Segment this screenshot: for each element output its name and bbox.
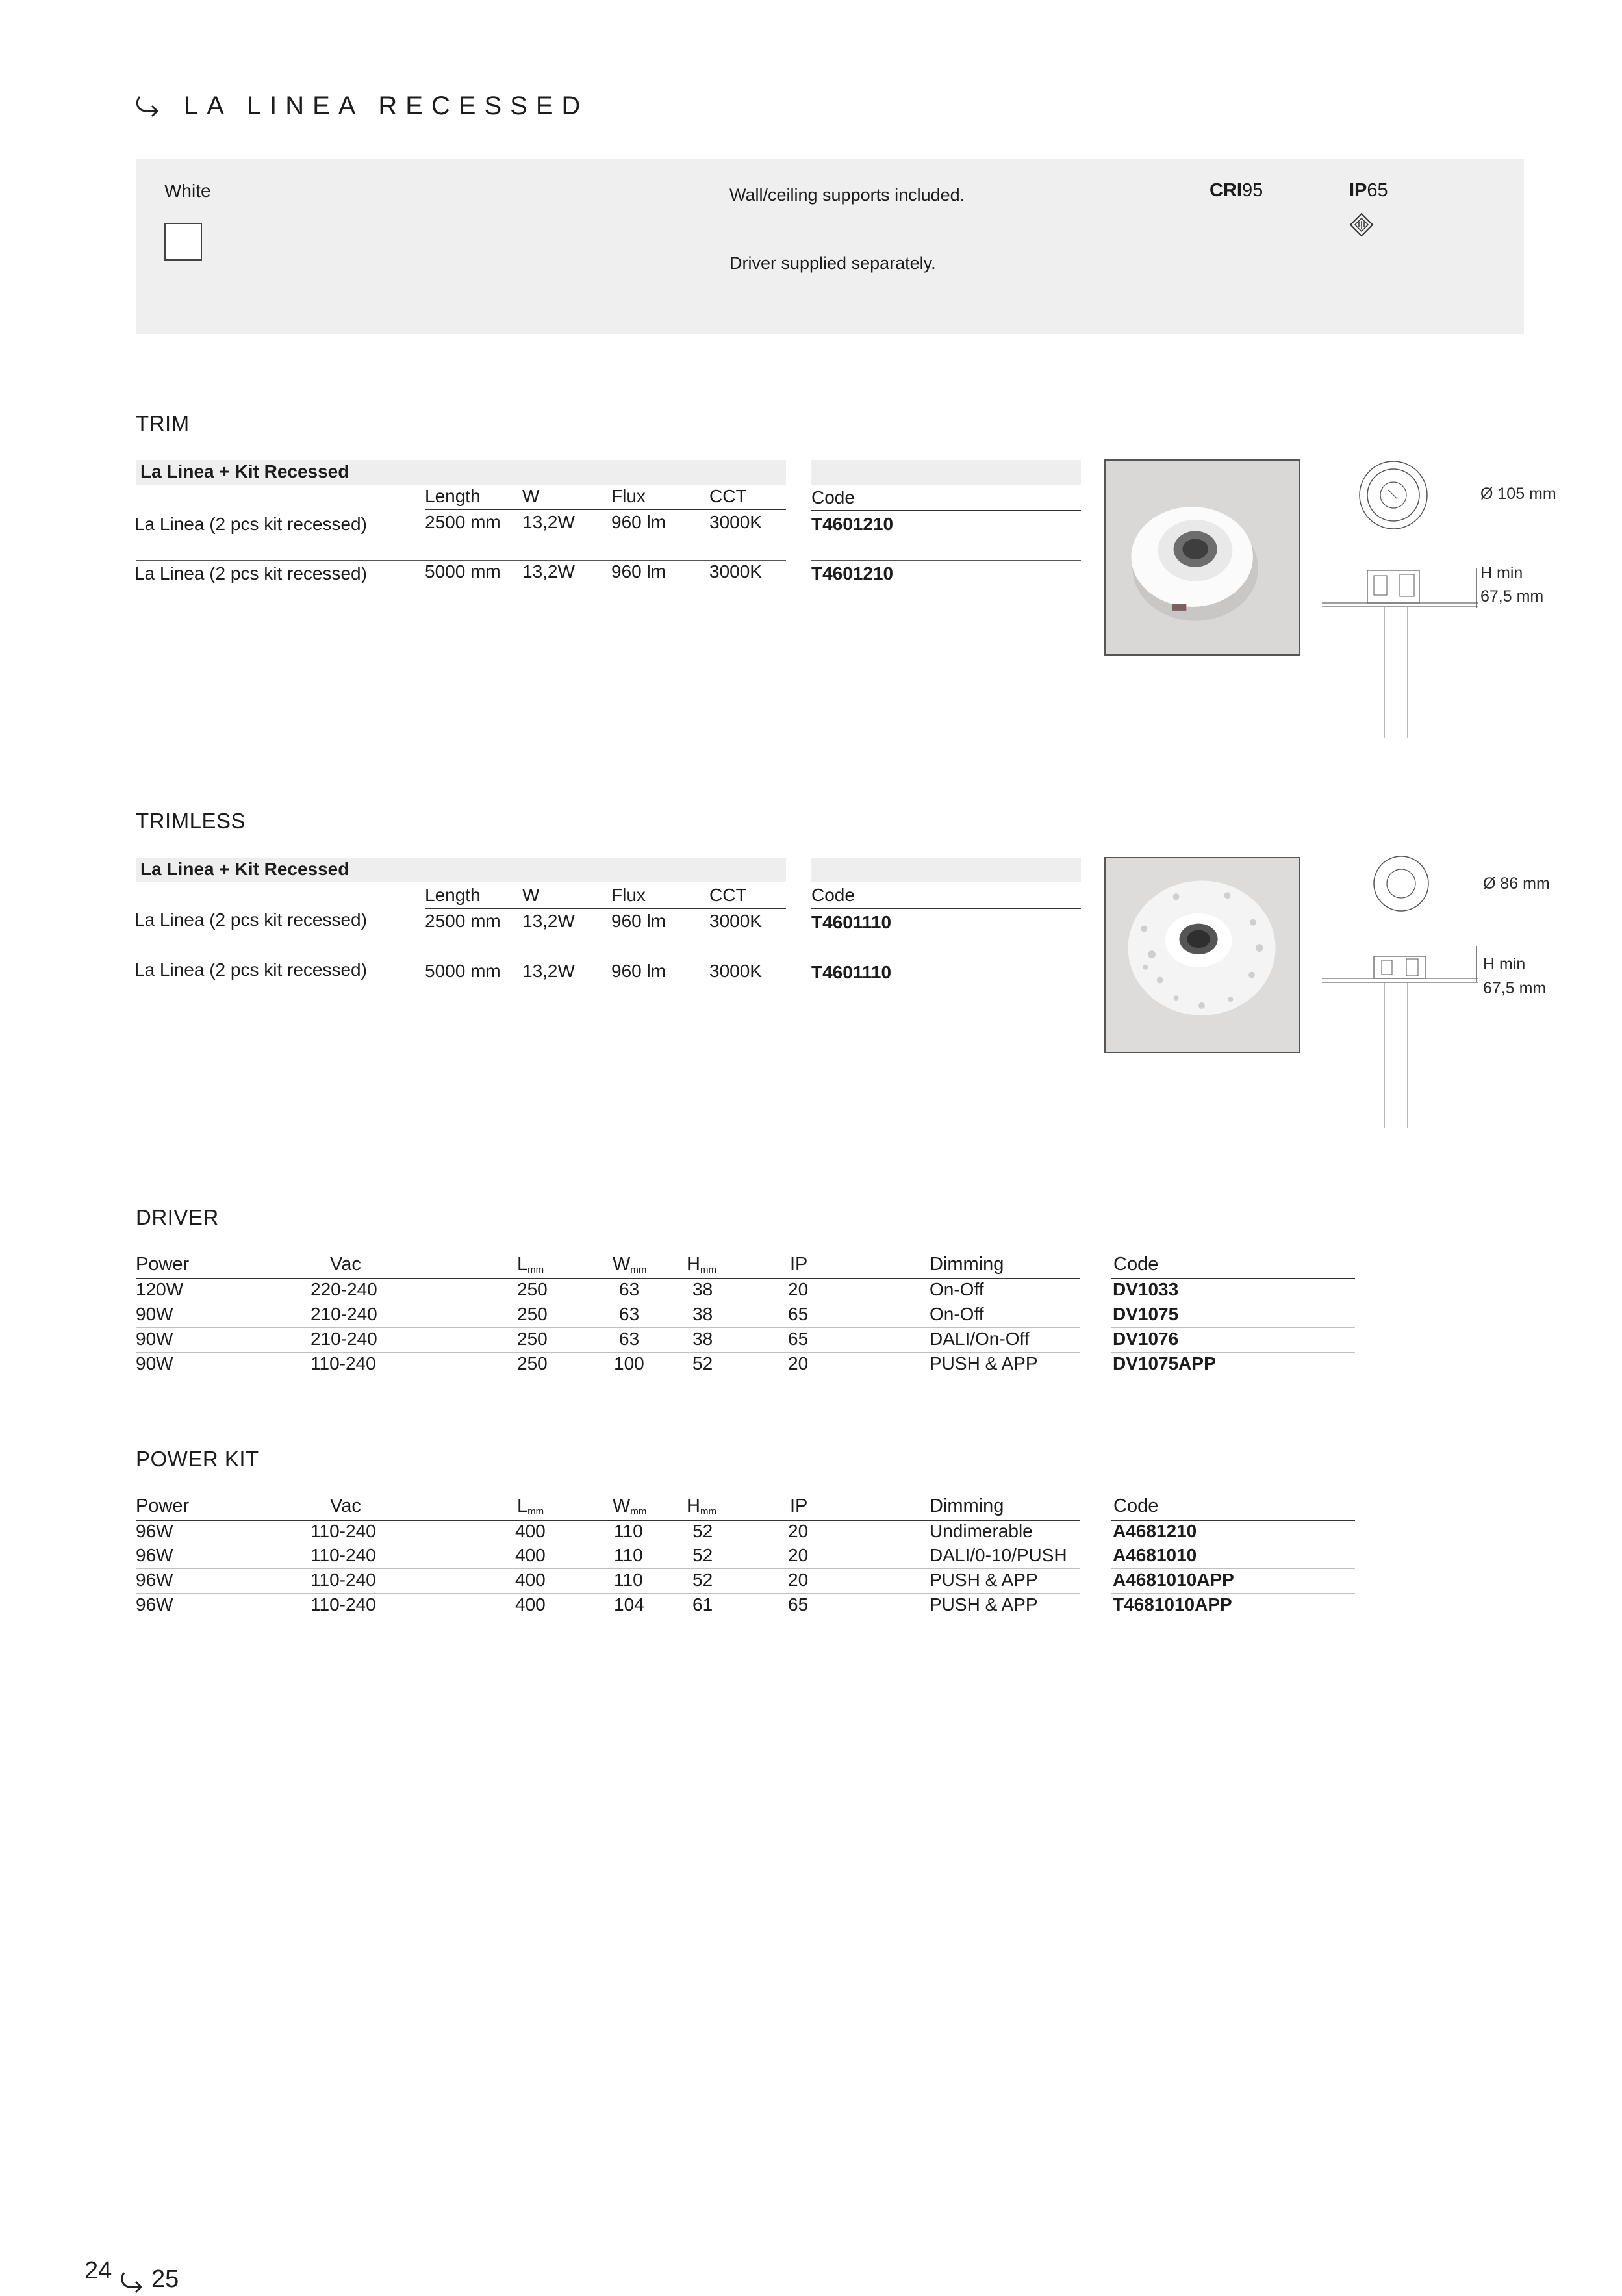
trim-product-photo xyxy=(1104,459,1300,656)
driver-row-1-dimming: On-Off xyxy=(930,1279,984,1299)
trim-header-flux: Flux xyxy=(611,486,646,506)
trimless-h-label: H min xyxy=(1483,955,1526,973)
driver-row-4-power: 90W xyxy=(136,1353,173,1373)
trimless-row-1-name: La Linea (2 pcs kit recessed) xyxy=(134,910,367,930)
trimless-group-label: La Linea + Kit Recessed xyxy=(140,859,349,879)
driver-row-1-h: 38 xyxy=(692,1279,713,1299)
powerkit-row-1-code: A4681210 xyxy=(1113,1521,1197,1541)
trimless-dimension-diagram xyxy=(1322,852,1478,1128)
powerkit-header-l-unit: mm xyxy=(527,1506,544,1517)
driver-row-2-ip: 65 xyxy=(788,1304,809,1324)
driver-row-3-power: 90W xyxy=(136,1329,173,1349)
powerkit-row-4-code: T4681010APP xyxy=(1113,1594,1232,1614)
powerkit-row-2-h: 52 xyxy=(692,1545,713,1565)
trim-header-rule xyxy=(425,509,786,510)
trimless-row-1-cct: 3000K xyxy=(709,911,762,931)
driver-row-4-code: DV1075APP xyxy=(1113,1353,1216,1373)
powerkit-row-1-ip: 20 xyxy=(788,1521,809,1541)
powerkit-header-h-letter: H xyxy=(687,1496,700,1516)
ip-rating xyxy=(1349,180,1388,201)
trim-group-label: La Linea + Kit Recessed xyxy=(140,461,349,481)
driver-row-1-power: 120W xyxy=(136,1279,184,1299)
trimless-header-cct: CCT xyxy=(709,885,747,905)
trimless-header-length: Length xyxy=(425,885,481,905)
driver-row-4-l: 250 xyxy=(517,1353,548,1373)
driver-header-h xyxy=(687,1254,716,1275)
powerkit-header-vac: Vac xyxy=(330,1496,361,1516)
powerkit-row-3-vac: 110-240 xyxy=(310,1570,376,1590)
trimless-header-code: Code xyxy=(811,885,855,905)
powerkit-row-2-power: 96W xyxy=(136,1545,173,1565)
powerkit-row-2-w: 110 xyxy=(614,1545,643,1565)
powerkit-header-power: Power xyxy=(136,1496,190,1516)
driver-row-2-code: DV1075 xyxy=(1113,1304,1179,1324)
trimless-row-2-cct: 3000K xyxy=(709,961,762,981)
trim-row-2-flux: 960 lm xyxy=(611,561,666,581)
driver-row-1-l: 250 xyxy=(517,1279,548,1299)
powerkit-row-3-dimming: PUSH & APP xyxy=(930,1570,1038,1590)
driver-header-vac: Vac xyxy=(330,1254,361,1275)
driver-row-2-vac: 210-240 xyxy=(310,1304,377,1324)
trimless-row-2-w: 13,2W xyxy=(522,961,575,981)
page-hook-arrow-icon xyxy=(119,2270,145,2296)
powerkit-row-4-dimming: PUSH & APP xyxy=(930,1594,1038,1614)
driver-header-l-unit: mm xyxy=(527,1264,544,1275)
trimless-row-2-flux: 960 lm xyxy=(611,961,666,981)
driver-row-3-rule xyxy=(136,1352,1080,1353)
powerkit-row-3-code: A4681010APP xyxy=(1113,1570,1234,1590)
driver-row-4-h: 52 xyxy=(692,1353,713,1373)
trimless-header-rule xyxy=(425,908,786,909)
trim-h-value: 67,5 mm xyxy=(1480,587,1544,606)
driver-header-w-unit: mm xyxy=(630,1264,647,1275)
trim-row-1-w: 13,2W xyxy=(522,512,575,532)
driver-row-4-dimming: PUSH & APP xyxy=(930,1353,1038,1373)
driver-row-2-power: 90W xyxy=(136,1304,173,1324)
driver-header-w-letter: W xyxy=(613,1254,631,1275)
driver-row-2-l: 250 xyxy=(517,1304,548,1324)
trim-header-code: Code xyxy=(811,487,855,507)
trim-row-2-length: 5000 mm xyxy=(425,561,501,581)
trimless-header-w: W xyxy=(522,885,540,905)
cri-label: CRI xyxy=(1210,180,1242,201)
driver-row-2-code-rule xyxy=(1111,1327,1355,1328)
trimless-row-2-name: La Linea (2 pcs kit recessed) xyxy=(134,960,367,980)
driver-row-3-vac: 210-240 xyxy=(310,1329,377,1349)
info-note-supports: Wall/ceiling supports included. xyxy=(729,185,965,205)
driver-row-3-code: DV1076 xyxy=(1113,1329,1179,1349)
powerkit-row-4-ip: 65 xyxy=(788,1594,809,1614)
driver-row-2-h: 38 xyxy=(692,1304,713,1324)
trim-code-bar xyxy=(811,460,1081,485)
driver-row-3-h: 38 xyxy=(692,1329,713,1349)
driver-row-3-ip: 65 xyxy=(788,1329,809,1349)
trimless-row-1-w: 13,2W xyxy=(522,911,575,931)
driver-row-2-w: 63 xyxy=(619,1304,640,1324)
powerkit-header-code: Code xyxy=(1113,1496,1159,1516)
driver-header-power: Power xyxy=(136,1254,190,1275)
trimless-row-1-length: 2500 mm xyxy=(425,911,501,931)
trimless-product-photo xyxy=(1104,857,1300,1053)
powerkit-row-4-l: 400 xyxy=(515,1594,546,1614)
driver-header-l-letter: L xyxy=(517,1254,528,1275)
powerkit-row-1-power: 96W xyxy=(136,1521,173,1541)
driver-header-ip: IP xyxy=(790,1254,808,1275)
cri-value: 95 xyxy=(1241,180,1263,201)
driver-row-3-code-rule xyxy=(1111,1352,1355,1353)
trim-header-w: W xyxy=(522,486,540,506)
page-header xyxy=(133,90,589,122)
trim-row-1-length: 2500 mm xyxy=(425,512,501,532)
section-title-driver: DRIVER xyxy=(136,1205,219,1229)
color-swatch-white xyxy=(164,223,202,261)
trim-code-divider xyxy=(811,560,1081,561)
trim-code-rule xyxy=(811,510,1081,511)
powerkit-header-l-letter: L xyxy=(517,1496,528,1516)
driver-row-3-dimming: DALI/On-Off xyxy=(930,1329,1030,1349)
driver-row-4-vac: 110-240 xyxy=(310,1353,376,1373)
trimless-diameter-label: Ø 86 mm xyxy=(1483,874,1550,893)
powerkit-row-1-h: 52 xyxy=(692,1521,713,1541)
driver-header-l xyxy=(517,1254,544,1275)
trimless-row-2-code: T4601110 xyxy=(811,962,892,982)
trim-row-2-code: T4601210 xyxy=(811,563,894,583)
trim-row-1-name: La Linea (2 pcs kit recessed) xyxy=(134,514,367,534)
trim-dimension-diagram xyxy=(1322,459,1478,738)
page-number-left: 24 xyxy=(84,2257,112,2284)
driver-row-4-ip: 20 xyxy=(788,1353,809,1373)
powerkit-row-2-vac: 110-240 xyxy=(310,1545,376,1565)
powerkit-row-1-vac: 110-240 xyxy=(310,1521,376,1541)
powerkit-row-3-l: 400 xyxy=(515,1570,546,1590)
powerkit-row-3-rule xyxy=(136,1593,1080,1594)
powerkit-header-dimming: Dimming xyxy=(930,1496,1004,1516)
section-title-trim: TRIM xyxy=(136,411,190,435)
trimless-row-2-length: 5000 mm xyxy=(425,961,501,981)
powerkit-header-ip: IP xyxy=(790,1496,808,1516)
powerkit-row-3-ip: 20 xyxy=(788,1570,809,1590)
powerkit-row-2-l: 400 xyxy=(515,1545,546,1565)
powerkit-row-3-power: 96W xyxy=(136,1570,173,1590)
trim-row-1-flux: 960 lm xyxy=(611,512,666,532)
powerkit-row-4-vac: 110-240 xyxy=(310,1594,376,1614)
page-number-right: 25 xyxy=(151,2265,179,2293)
powerkit-row-1-l: 400 xyxy=(515,1521,546,1541)
powerkit-row-4-h: 61 xyxy=(692,1594,713,1614)
powerkit-row-3-w: 110 xyxy=(614,1570,643,1590)
driver-row-3-w: 63 xyxy=(619,1329,640,1349)
driver-row-1-w: 63 xyxy=(619,1279,640,1299)
powerkit-row-2-rule xyxy=(136,1568,1080,1569)
powerkit-row-4-w: 104 xyxy=(614,1594,644,1614)
powerkit-header-w xyxy=(613,1496,646,1517)
powerkit-row-2-dimming: DALI/0-10/PUSH xyxy=(930,1545,1067,1565)
trimless-code-rule xyxy=(811,908,1081,909)
trimless-code-bar xyxy=(811,858,1081,882)
driver-row-2-dimming: On-Off xyxy=(930,1304,984,1324)
powerkit-header-h-unit: mm xyxy=(700,1506,716,1517)
page-title: LA LINEA RECESSED xyxy=(184,91,589,120)
powerkit-row-1-dimming: Undimerable xyxy=(930,1521,1033,1541)
powerkit-row-1-w: 110 xyxy=(614,1521,643,1541)
powerkit-header-w-letter: W xyxy=(613,1496,631,1516)
cri-rating xyxy=(1210,180,1263,201)
trim-row-1-code: T4601210 xyxy=(811,514,894,534)
powerkit-row-3-code-rule xyxy=(1111,1593,1355,1594)
driver-header-code: Code xyxy=(1113,1254,1159,1275)
trim-diameter-label: Ø 105 mm xyxy=(1480,485,1556,503)
driver-row-4-w: 100 xyxy=(614,1353,644,1373)
powerkit-row-2-code-rule xyxy=(1111,1568,1355,1569)
section-title-power-kit: POWER KIT xyxy=(136,1447,259,1471)
driver-header-h-letter: H xyxy=(687,1254,700,1275)
powerkit-header-w-unit: mm xyxy=(630,1506,647,1517)
driver-row-1-ip: 20 xyxy=(788,1279,809,1299)
driver-row-1-code: DV1033 xyxy=(1113,1279,1179,1299)
driver-row-2-rule xyxy=(136,1327,1080,1328)
trim-header-cct: CCT xyxy=(709,486,747,506)
powerkit-row-3-h: 52 xyxy=(692,1570,713,1590)
ip-diamond-icon xyxy=(1349,212,1375,238)
info-note-driver: Driver supplied separately. xyxy=(729,253,936,273)
trim-row-2-cct: 3000K xyxy=(709,561,762,581)
trim-row-divider xyxy=(136,560,786,561)
trim-row-2-name: La Linea (2 pcs kit recessed) xyxy=(134,563,367,583)
trimless-h-value: 67,5 mm xyxy=(1483,979,1547,997)
trim-row-2-w: 13,2W xyxy=(522,561,575,581)
driver-header-dimming: Dimming xyxy=(930,1254,1004,1275)
hook-arrow-icon xyxy=(133,92,162,120)
ip-value: 65 xyxy=(1367,180,1388,201)
section-title-trimless: TRIMLESS xyxy=(136,809,246,833)
trim-row-1-cct: 3000K xyxy=(709,512,762,532)
driver-row-3-l: 250 xyxy=(517,1329,548,1349)
trim-header-length: Length xyxy=(425,486,481,506)
trim-h-label: H min xyxy=(1480,564,1523,582)
powerkit-header-l xyxy=(517,1496,544,1517)
powerkit-row-2-ip: 20 xyxy=(788,1545,809,1565)
trimless-row-1-flux: 960 lm xyxy=(611,911,666,931)
powerkit-row-2-code: A4681010 xyxy=(1113,1545,1197,1565)
trimless-row-1-code: T4601110 xyxy=(811,912,892,932)
powerkit-header-h xyxy=(687,1496,716,1517)
driver-header-h-unit: mm xyxy=(700,1264,716,1275)
powerkit-row-4-power: 96W xyxy=(136,1594,173,1614)
ip-label: IP xyxy=(1349,180,1367,201)
driver-row-1-vac: 220-240 xyxy=(310,1279,377,1299)
driver-header-w xyxy=(613,1254,646,1275)
color-label: White xyxy=(164,181,211,201)
trimless-header-flux: Flux xyxy=(611,885,646,905)
